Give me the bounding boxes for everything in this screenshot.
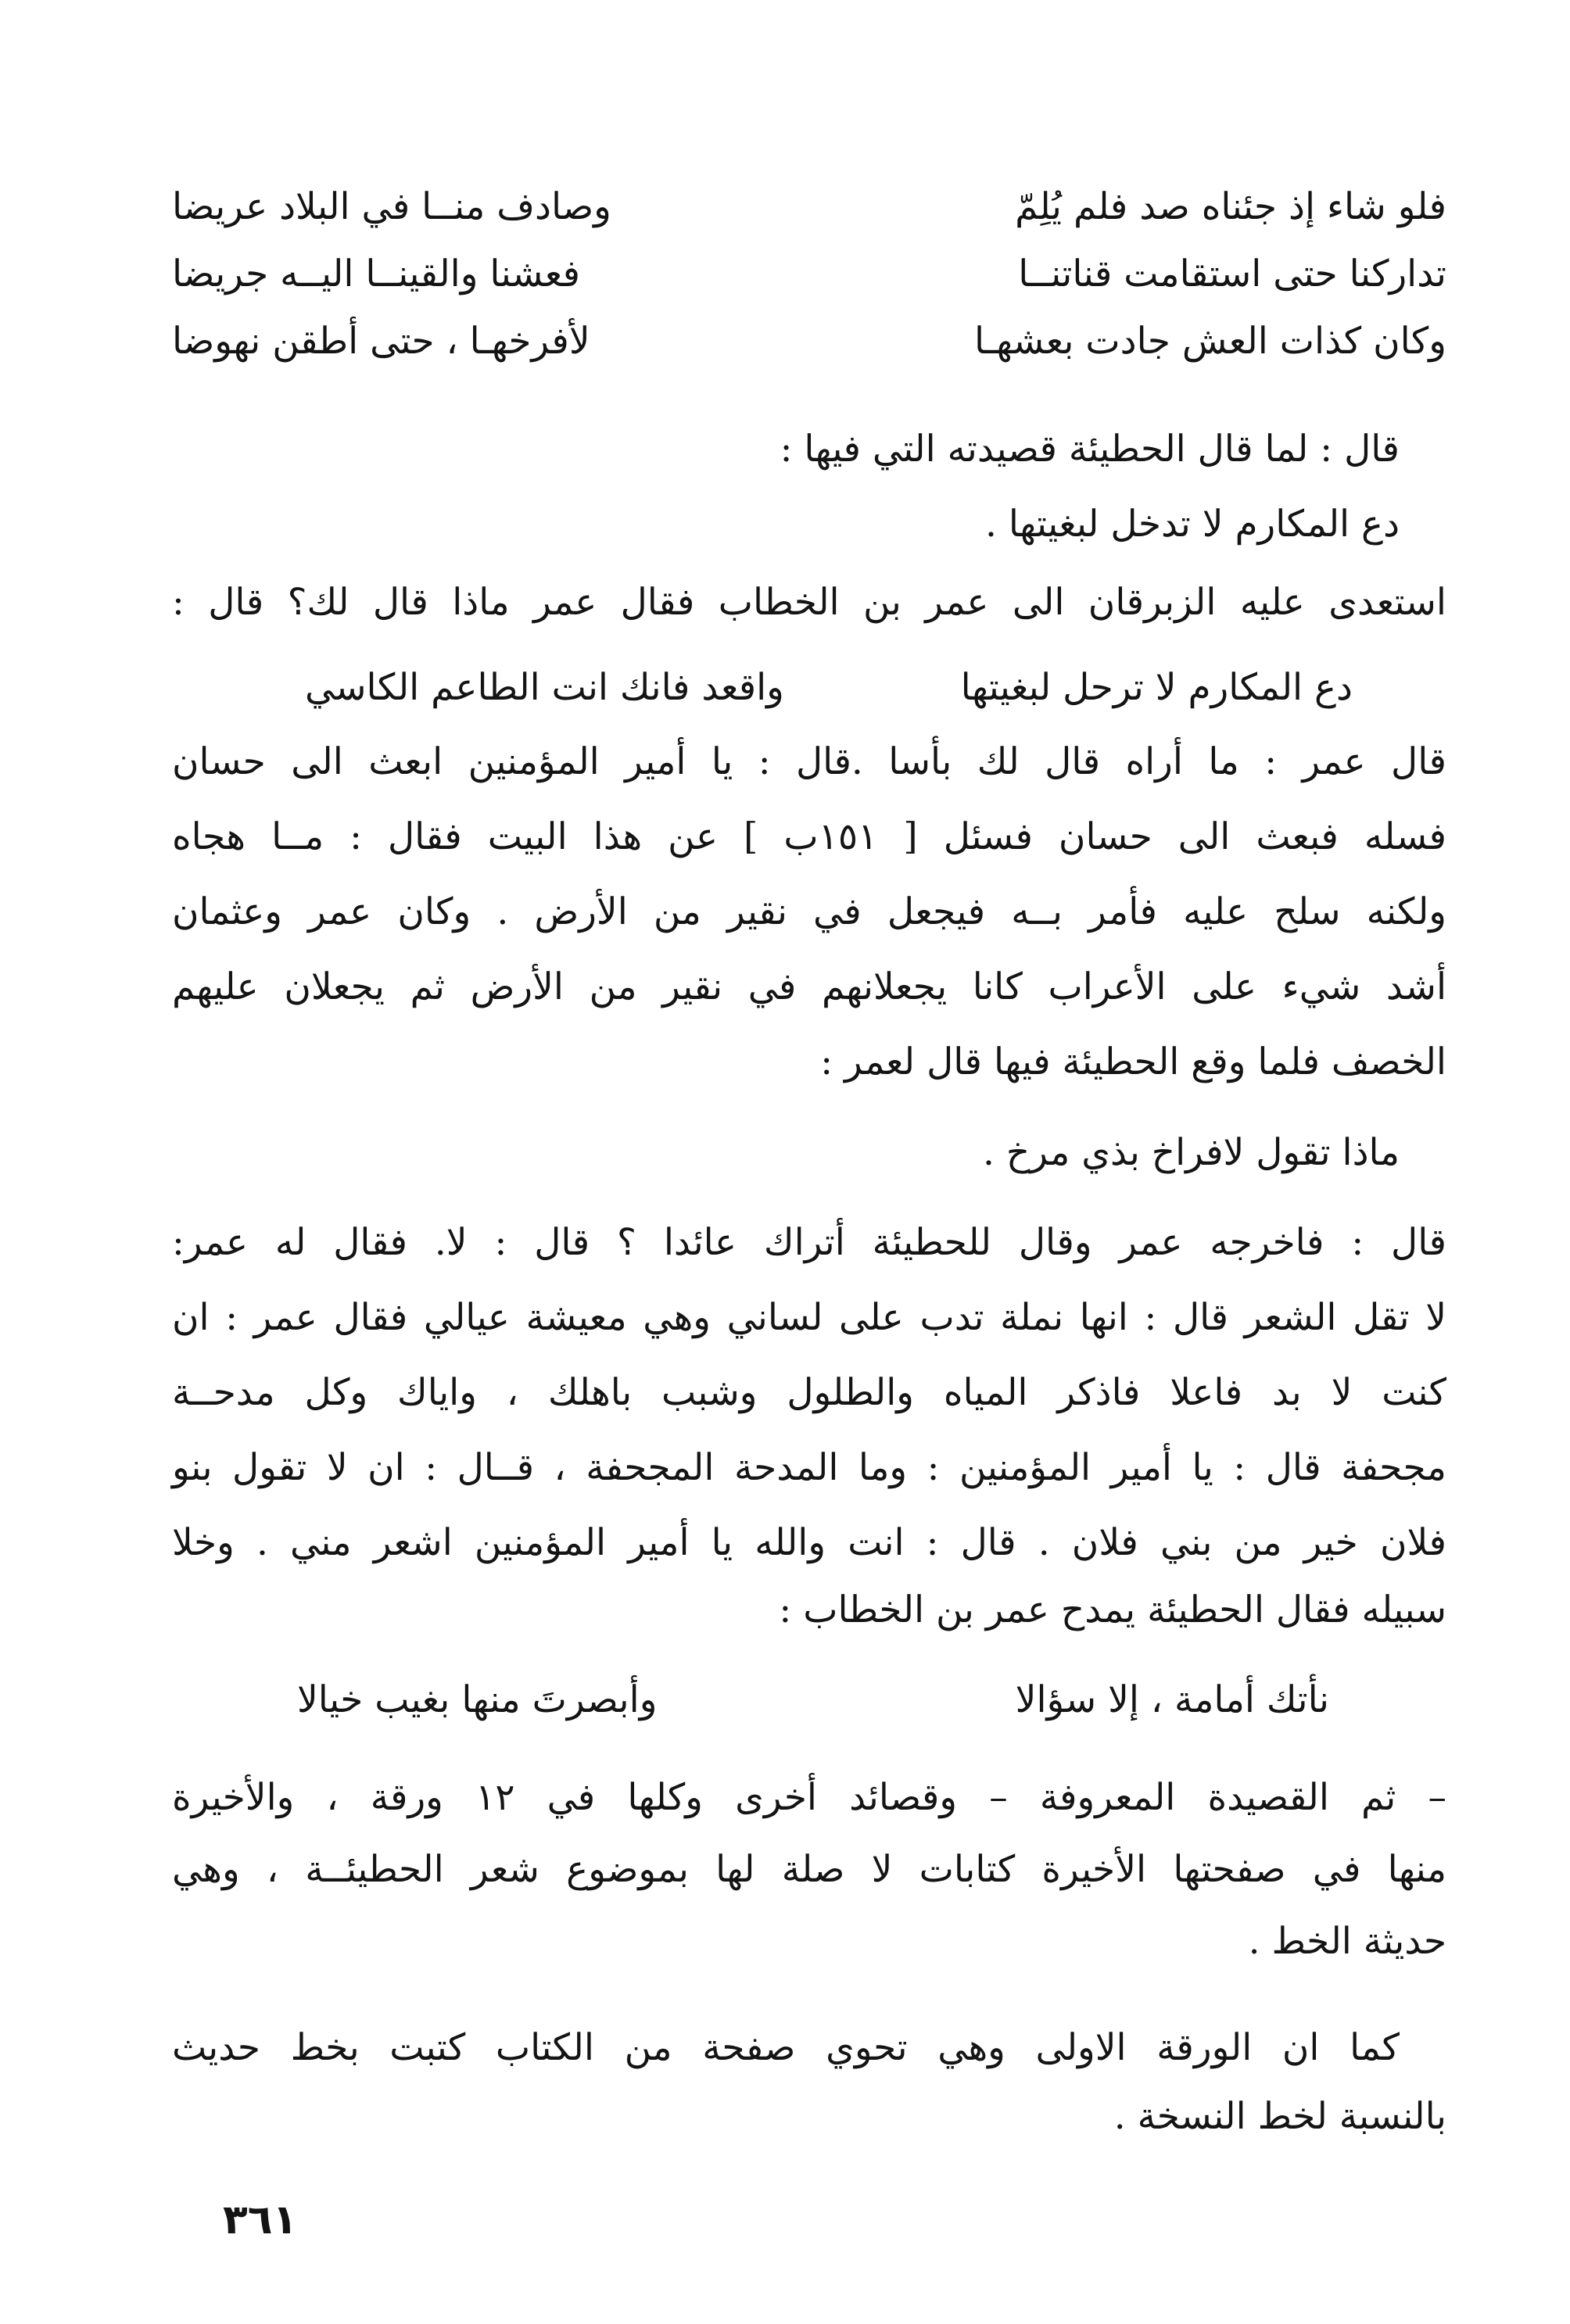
text-line: دع المكارم لا تدخل لبغيتها . [985,503,1400,546]
text-line: – ثم القصيدة المعروفة – وقصائد أخرى وكلها في ١٢ ورقة ، والأخيرة [172,1776,1447,1819]
verse-second-hemistich: وصادف منــا في البلاد عريضا [172,185,611,228]
paragraph-first-leaf [172,2021,1446,2161]
verse-middle [172,661,1446,723]
text-line: مجحفة قال : يا أمير المؤمنين : وما المدحة المجحفة ، قــال : ان لا تقول بنو [172,1446,1446,1489]
paragraph-manuscript-note [172,1771,1446,1974]
text-line: سبيله فقال الحطيئة يمدح عمر بن الخطاب : [779,1588,1446,1631]
verse-second-hemistich: وأبصرتَ منها بغيب خيالا [297,1678,658,1721]
text-line: كما ان الورقة الاولى وهي تحوي صفحة من الكتاب كتبت بخط حديث [172,2026,1400,2069]
poem-top [172,180,1446,367]
paragraph-omar-hassan [172,735,1446,1094]
verse-line [305,661,1353,715]
text-line: قال عمر : ما أراه قال لك بأسا .قال : يا أمير المؤمنين ابعث الى حسان [172,740,1446,783]
verse-second-hemistich: فعشنا والقينــا اليــه جريضا [172,252,580,295]
text-line: حديثة الخط . [1248,1920,1446,1963]
text-line: فلان خير من بني فلان . قال : انت والله يا أمير المؤمنين اشعر مني . وخلا [172,1521,1446,1564]
text-line: أشد شيء على الأعراب كانا يجعلانهم في نقير من الأرض ثم يجعلان عليهم [172,965,1446,1008]
text-line: قال : لما قال الحطيئة قصيدته التي فيها : [780,428,1400,471]
text-line: قال : فاخرجه عمر وقال للحطيئة أتراك عائدا ؟ قال : لا. فقال له عمر: [172,1221,1446,1264]
verse-second-hemistich: واقعد فانك انت الطاعم الكاسي [305,666,784,709]
page-number: ٣٦١ [223,2197,298,2243]
verse-bottom [172,1673,1446,1735]
text-line: استعدى عليه الزبرقان الى عمر بن الخطاب فقال عمر ماذا قال لك؟ قال : [172,581,1446,624]
paragraph-release [172,1216,1446,1653]
text-line: ماذا تقول لافراخ بذي مرخ . [983,1131,1400,1174]
verse-first-hemistich: تداركنا حتى استقامت قناتنــا [1018,252,1446,295]
verse-first-hemistich: دع المكارم لا ترحل لبغيتها [960,666,1353,709]
text-line: الخصف فلما وقع الحطيئة فيها قال لعمر : [820,1040,1446,1083]
verse-second-hemistich: لأفرخهـا ، حتى أطقن نهوضا [172,320,590,363]
text-line: بالنسبة لخط النسخة . [1113,2095,1446,2138]
paragraph-intro [172,422,1446,625]
text-line: كنت لا بد فاعلا فاذكر المياه والطلول وشبب باهلك ، واياك وكل مدحــة [172,1371,1446,1414]
verse-line [297,1673,1329,1728]
text-line: منها في صفحتها الأخيرة كتابات لا صلة لها بموضوع شعر الحطيئــة ، وهي [172,1848,1446,1891]
text-line: ولكنه سلح عليه فأمر بــه فيجعل في نقير من الأرض . وكان عمر وعثمان [172,890,1446,933]
verse-first-hemistich: نأتك أمامة ، إلا سؤالا [1015,1678,1329,1721]
verse-fragment [172,1126,1446,1188]
text-line: لا تقل الشعر قال : انها نملة تدب على لساني وهي معيشة عيالي فقال عمر : ان [172,1296,1446,1339]
verse-first-hemistich: وكان كذات العش جادت بعشهـا [974,320,1446,363]
verse-line [172,314,1446,369]
verse-line [172,180,1446,235]
verse-first-hemistich: فلو شاء إذ جئناه صد فلم يُلِمّ [1015,185,1446,228]
text-line: فسله فبعث الى حسان فسئل [ ١٥١ب ] عن هذا البيت فقال : مــا هجاه [172,815,1446,858]
verse-line [172,247,1446,302]
